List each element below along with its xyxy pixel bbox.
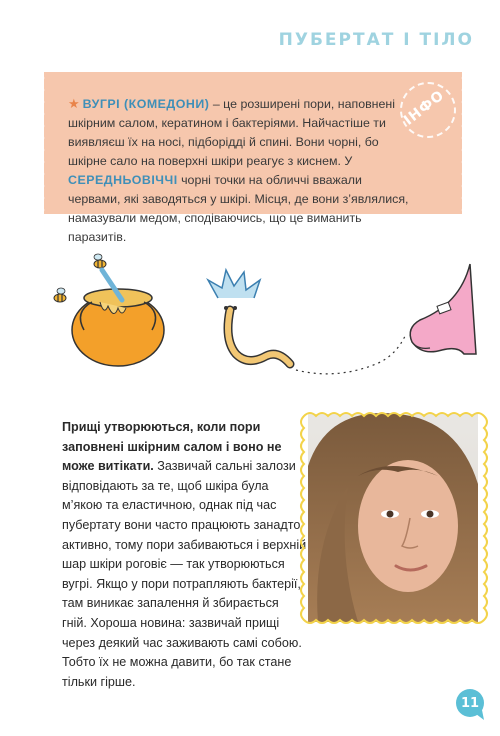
info-badge: ІНФО [401,87,448,129]
info-box [44,72,462,244]
info-term: ВУГРІ (КОМЕДОНИ) [82,97,210,111]
nose-icon [410,264,476,354]
honey-pot-icon [72,270,164,366]
portrait-photo [308,413,478,622]
illustration-strip [40,250,490,390]
star-icon: ★ [68,96,80,111]
bee-icon [94,254,106,268]
body-lead: Прищі утворюються, коли пори заповнені шкірним салом і воно не може витікати. [62,420,282,474]
info-text-part1: – це розширені пори, наповнені шкірним салом, кератином і бактеріями. Найчастіше ти виявляєш їх на носі, підборідді й спині. Вони чорні, бо шкірне сало на поверхні шкіри реагує з киснем. У [68,97,395,168]
photo-frame [298,406,490,638]
info-text [68,94,416,247]
page-title: ПУБЕРТАТ І ТІЛО [278,30,474,50]
body-paragraph: Зазвичай сальні залози відповідають за те, щоб шкіра була м’якою та еластичною, однак під час пубертату вони часто працюють занадто активно, тому пори забиваються і верхній шар шкіри роговіє — так утворюються вугрі. Якщо у пори потрапляють бактерії, там виникає запалення й збирається гній. Хороша новина: зазвичай прищі через деякий час заживають самі собою. Тобто їх не можна давити, бо так стане тільки гірше. [62,459,307,689]
bee-icon [54,288,66,302]
worm-icon [208,270,290,364]
body-text [62,418,307,692]
info-term-middle-ages: СЕРЕДНЬОВІЧЧІ [68,173,178,187]
info-text-part2: чорні точки на обличчі вважали червами, які заводяться у шкірі. Місця, де вони з’являлися, намазували медом, сподіваючись, що це виманить паразитів. [68,173,409,244]
page-number: 11 [460,696,480,711]
